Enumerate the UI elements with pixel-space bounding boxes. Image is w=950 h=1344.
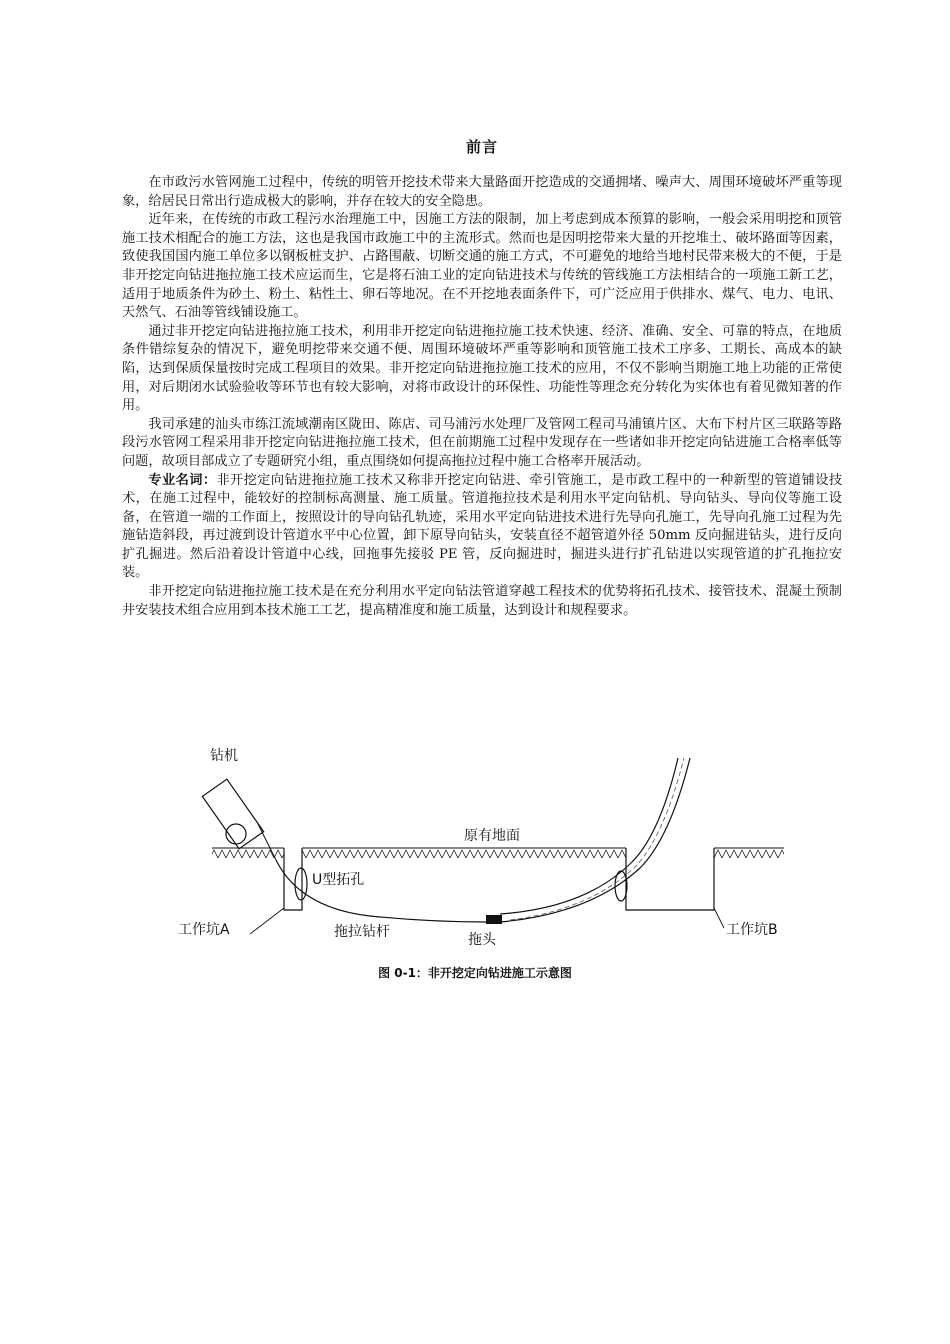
pit-a-label: 工作坑A	[178, 922, 230, 938]
term-label: 专业名词：	[148, 472, 217, 488]
pulling-head-icon	[486, 915, 502, 924]
rod-label: 拖拉钻杆	[334, 924, 390, 940]
paragraph-4: 我司承建的汕头市练江流域潮南区陇田、陈店、司马浦污水处理厂及管网工程司马浦镇片区、大布下村片区三联路等路段污水管网工程采用非开挖定向钻进拖拉施工技术，但在前期施工过程中发现存在一些诸如非开挖定向钻进施工合格率低等问题，故项目部成立了专题研究小组，重点围绕如何提高拖拉过程中施工合格率开展活动。	[122, 416, 842, 469]
pit-b-leader	[714, 908, 724, 928]
paragraph-2: 近年来，在传统的市政工程污水治理施工中，因施工方法的限制，加上考虑到成本预算的影响，一般会采用明挖和顶管施工技术相配合的施工方法，这也是我国市政施工中的主流形式。然而也是因明挖带来大量的开挖堆土、破坏路面等因素，致使我国国内施工单位多以钢板桩支护、占路围蔽、切断交通的施工方式，不可避免的地给当地村民带来极大的不便，于是非开挖定向钻进拖拉施工技术应运而生，它是将石油工业的定向钻进技术与传统的管线施工方法相结合的一项施工新工艺，适用于地质条件为砂土、粉土、粘性土、卵石等地况。在不开挖地表面条件下，可广泛应用于供排水、煤气、电力、电讯、天然气、石油等管线铺设施工。	[122, 212, 842, 321]
figure-caption: 图 0-1：非开挖定向钻进施工示意图	[378, 966, 572, 980]
work-pit-b	[626, 848, 714, 910]
preface-body	[122, 174, 842, 620]
ground-label: 原有地面	[464, 828, 520, 844]
paragraph-6: 非开挖定向钻进拖拉施工技术是在充分利用水平定向钻法管道穿越工程技术的优势将拓孔技术、接管技术、混凝土预制井安装技术组合应用到本技术施工工艺，提高精准度和施工质量，达到设计和规程要求。	[122, 584, 842, 618]
paragraph-5	[122, 472, 842, 584]
work-pit-a	[284, 848, 302, 910]
paragraph-3: 通过非开挖定向钻进拖拉施工技术，利用非开挖定向钻进拖拉施工技术快速、经济、准确、安全、可靠的特点，在地质条件错综复杂的情况下，避免明挖带来交通不便、周围环境破坏严重等影响和顶管施工技术工序多、工期长、高成本的缺陷，达到保质保量按时完成工程项目的效果。非开挖定向钻进拖拉施工技术的应用，不仅不影响当期施工地上功能的正常使用，对后期闭水试验验收等环节也有较大影响，对将市政设计的环保性、功能性等理念充分转化为实体也有着见微知著的作用。	[122, 323, 842, 414]
head-label: 拖头	[468, 932, 496, 948]
pit-b-label: 工作坑B	[726, 922, 778, 938]
pit-a-leader	[250, 908, 284, 934]
u-hole-label: U型拓孔	[312, 872, 365, 888]
drilling-diagram-svg	[170, 738, 790, 958]
u-reaming-mark-a	[295, 868, 307, 900]
drill-rig-label: 钻机	[210, 748, 238, 764]
ground-surface	[212, 848, 784, 858]
paragraph-1: 在市政污水管网施工过程中，传统的明管开挖技术带来大量路面开挖造成的交通拥堵、噪声大、周围环境破坏严重等现象，给居民日常出行造成极大的影响，并存在较大的安全隐患。	[122, 175, 842, 209]
term-definition: 非开挖定向钻进拖拉施工技术又称非开挖定向钻进、牵引管施工，是市政工程中的一种新型的管道铺设技术，在施工过程中，能较好的控制标高测量、施工质量。管道拖拉技术是利用水平定向钻机、导向钻头、导向仪等施工设备，在管道一端的工作面上，按照设计的导向钻孔轨迹，采用水平定向钻进技术进行先导向孔施工，先导向孔施工过程为先施钻造斜段，再过渡到设计管道水平中心位置，卸下原导向钻头，安装直径不超管道外径 50mm 反向掘进钻头，进行反向扩孔掘进。然后沿着设计管道中心线，回拖事先接驳 PE 管，反向掘进时，掘进头进行扩孔钻进以实现管道的扩孔拖拉安装。	[122, 472, 843, 581]
drilling-diagram	[170, 738, 790, 958]
page-title: 前言	[465, 138, 498, 156]
